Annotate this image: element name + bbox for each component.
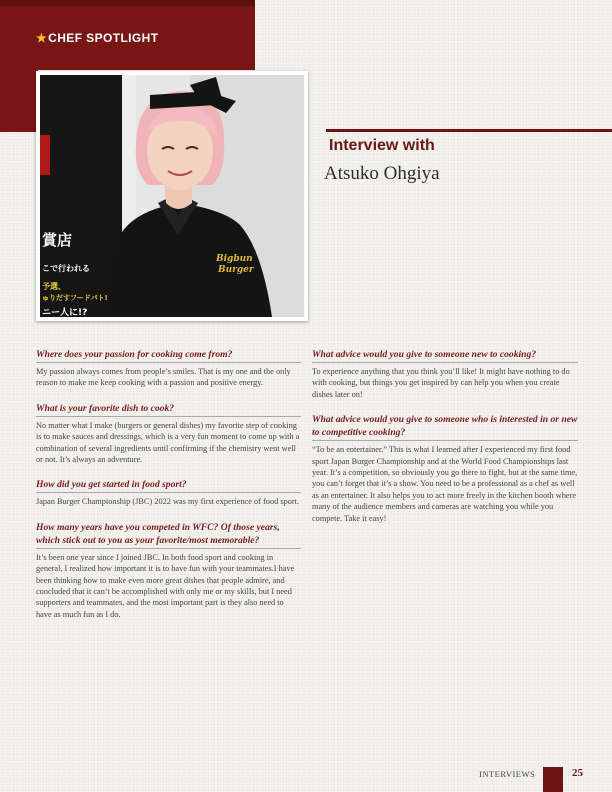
answer-text: My passion always comes from people’s smiles. That is my one and the only reason to make me keep cooking with a passion and positive energy.	[36, 367, 291, 388]
shirt-logo-text: Burger	[218, 265, 254, 275]
chef-photo	[40, 75, 304, 317]
answer-text: To experience anything that you think you’ll like! It might have nothing to do with cooking, but things you get inspired by can help you when you create dishes later on!	[312, 367, 570, 399]
star-icon: ★	[36, 31, 48, 45]
title-rule	[326, 129, 612, 132]
question-heading: What is your favorite dish to cook?	[36, 402, 301, 417]
sign-text: 賞店	[42, 231, 73, 249]
question-heading: Where does your passion for cooking come from?	[36, 348, 301, 363]
answer-text: Japan Burger Championship (JBC) 2022 was my first experience of food sport.	[36, 497, 299, 507]
interview-column-left	[36, 348, 301, 633]
answer-text: “To be an entertainer.” This is what I learned after I experienced my first food sport Japan Burger Championship and at the World Food Championships last year. It’s a competition, so obviously you go there to fight, but at the same time, you can’t forget that it’s a show. You need to be a professional as a chef as well as an entertainer. It also helps you to act more freely in the kitchen booth where many of the audience members and cameras are watching you while you compete. Take it easy!	[312, 445, 578, 523]
question-heading: What advice would you give to someone who is interested in or new to competitive cooking?	[312, 413, 578, 441]
answer-text: No matter what I make (burgers or general dishes) my favorite step of cooking is to make sauces and dressings, which is a very fun moment to come up with a combination of several ingredients until confirming if the chemistry went well or not. It’s always an adventure.	[36, 420, 300, 465]
question-heading: How many years have you competed in WFC? Of those years, which stick out to you as your favorite/most memorable?	[36, 521, 301, 549]
footer-section-label: INTERVIEWS	[479, 769, 536, 779]
sign-text: ニー人に!?	[42, 308, 88, 317]
page-number: 25	[572, 767, 583, 779]
footer-accent-box	[543, 767, 563, 792]
chef-portrait-illustration	[40, 75, 304, 317]
answer-text: It’s been one year since I joined JBC. In both food sport and cooking in general, I realized how important it is to have fun with your teammates.I have been thinking how to make even more great dishes that people admire, and concluded that it can’t be accomplished with only me or my skills, but I need supporters and teammates, and the most important part is they also need to have as much fun as I do.	[36, 552, 295, 619]
page-title-prefix: Interview with	[329, 137, 435, 154]
question-heading: What advice would you give to someone new to cooking?	[312, 348, 578, 363]
kicker-label: CHEF SPOTLIGHT	[48, 31, 159, 45]
section-kicker	[36, 31, 158, 45]
page-title-name: Atsuko Ohgiya	[324, 163, 440, 184]
sign-text: 予選、	[42, 282, 66, 291]
shirt-logo-text: Bigbun	[216, 254, 253, 264]
question-heading: How did you get started in food sport?	[36, 478, 301, 493]
sign-text: こで行われる	[42, 264, 90, 273]
interview-column-right	[312, 348, 578, 537]
chef-photo-frame	[36, 71, 308, 321]
side-accent-band	[0, 70, 38, 132]
sign-text: ゅりだすフードバト!	[42, 294, 108, 302]
